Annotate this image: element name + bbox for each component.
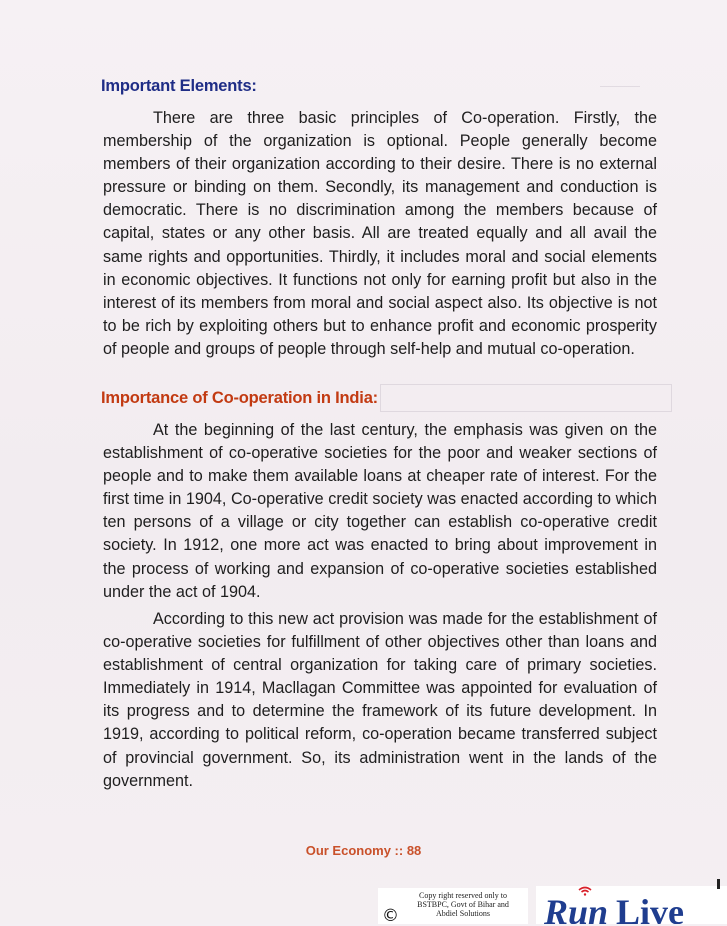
brand-logo <box>536 886 727 924</box>
scan-edge-mark <box>717 879 720 889</box>
copyright-text <box>400 891 526 918</box>
show-through-text <box>380 384 672 412</box>
svg-text:Run: Run <box>544 892 609 924</box>
svg-text:Live: Live <box>616 892 684 924</box>
copyright-notice <box>378 888 528 924</box>
copyright-line: BSTBPC, Govt of Bihar and <box>417 900 509 909</box>
paragraph-principles: There are three basic principles of Co-operation. Firstly, the membership of the organization is optional. People generally become members of their organization according to their desire. There is no external pressure or binding on them. Secondly, its management and conduction is democratic. There is no discrimination among the members because of capital, states or any other basis. All are treated equally and all avail the same rights and opportunities. Thirdly, it includes moral and social elements in economic objectives. It functions not only for earning profit but also in the interest of its members from moral and social aspect also. Its objective is not to be rich by exploiting others but to enhance profit and economic prosperity of people and groups of people through self-help and mutual co-operation. <box>103 109 657 358</box>
brand-logo-mark <box>536 886 727 924</box>
paragraph-new-act: According to this new act provision was made for the establishment of co-operative societies for fulfillment of other objectives other than loans and establishment of central organization for taking care of primary societies. Immediately in 1914, Macllagan Committee was appointed for evaluation of its progress and to determine the framework of its future development. In 1919, according to political reform, co-operation became transferred subject of provincial government. So, its administration went in the lands of the government. <box>103 610 657 790</box>
copyright-line: Abdiel Solutions <box>435 909 490 918</box>
show-through-text <box>600 86 640 87</box>
heading-important-elements: Important Elements: <box>101 77 257 95</box>
paragraph-history: At the beginning of the last century, the emphasis was given on the establishment of co-operative societies for the poor and weaker sections of people and to make them available loans at cheaper rate of interest. For the first time in 1904, Co-operative credit society was enacted according to which ten persons of a village or city together can establish co-operative credit society. In 1912, one more act was enacted to bring about improvement in the process of working and expansion of co-operative societies established under the act of 1904. <box>103 421 657 601</box>
copyright-icon: © <box>382 906 399 926</box>
heading-importance-in-india: Importance of Co-operation in India: <box>101 389 378 407</box>
page-footer: Our Economy :: 88 <box>305 843 422 858</box>
copyright-line: Copy right reserved only to <box>419 891 507 900</box>
